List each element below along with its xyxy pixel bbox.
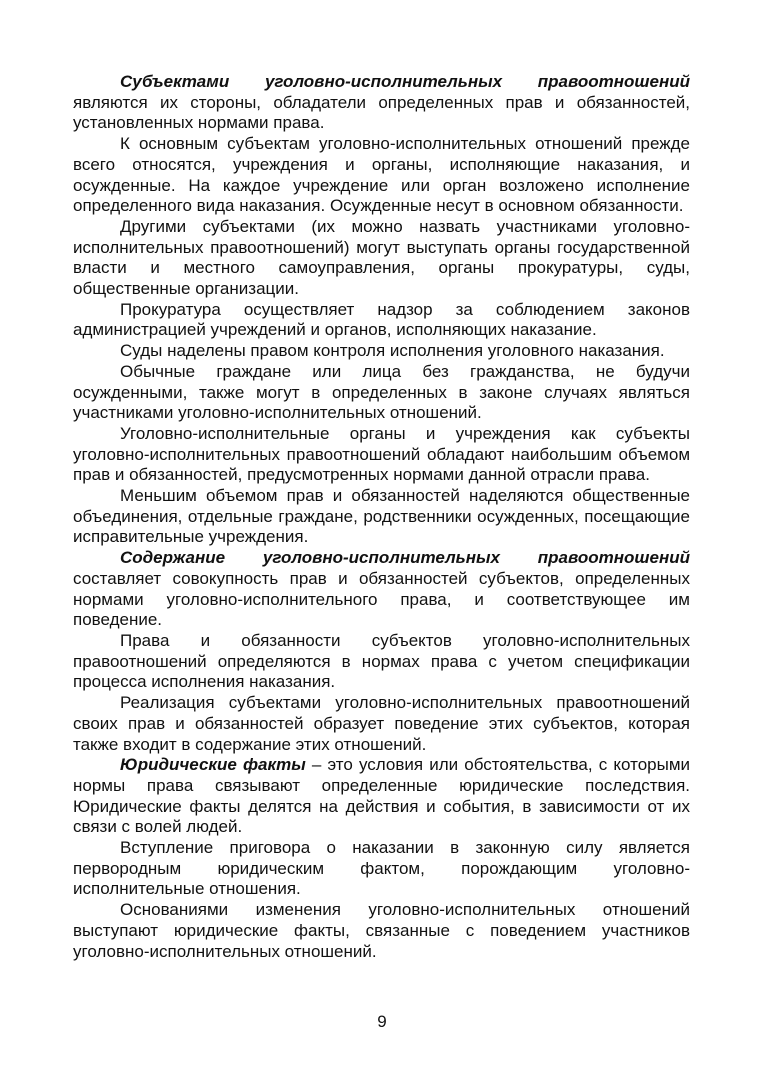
term-subjects: Субъектами уголовно-исполнительных правоотношений — [120, 72, 690, 91]
paragraph-legal-facts-definition — [73, 755, 690, 838]
paragraph-realization: Реализация субъектами уголовно-исполнительных правоотношений своих прав и обязанностей образует поведение этих субъектов, которая также входит в содержание этих отношений. — [73, 693, 690, 754]
paragraph-courts: Суды наделены правом контроля исполнения уголовного наказания. — [120, 341, 665, 361]
page-body — [73, 72, 690, 962]
paragraph-main-subjects: К основным субъектам уголовно-исполнительных отношений прежде всего относятся, учреждения и органы, исполняющие наказания, и осужденные. На каждое учреждение или орган возложено исполнение определенного вида наказания. Осужденные несут в основном обязанности. — [73, 134, 690, 216]
term-content: Содержание уголовно-исполнительных правоотношений — [120, 548, 690, 568]
paragraph-lesser-rights: Меньшим объемом прав и обязанностей наделяются общественные объединения, отдельные граждане, родственники осужденных, посещающие исправительные учреждения. — [73, 486, 690, 547]
term-legal-facts: Юридические факты — [120, 755, 306, 775]
paragraph-text: являются их стороны, обладатели определенных прав и обязанностей, установленных нормами права. — [73, 92, 690, 133]
paragraph-citizens: Обычные граждане или лица без гражданства, не будучи осужденными, также могут в определенных в законе случаях являться участниками уголовно-исполнительных отношений. — [73, 361, 690, 423]
paragraph-bodies-rights: Уголовно-исполнительные органы и учреждения как субъекты уголовно-исполнительных правоотношений обладают наибольшим объемом прав и обязанностей, предусмотренных нормами данной отрасли права. — [73, 423, 690, 485]
paragraph-text: – это условия или обстоятельства, с которыми нормы права связывают определенные юридические последствия. Юридические факты делятся на действия и события, в зависимости от их связи с волей людей. — [73, 755, 690, 837]
paragraph-subjects-definition — [73, 72, 690, 134]
page-number: 9 — [377, 1012, 387, 1031]
paragraph-text: составляет совокупность прав и обязанностей субъектов, определенных нормами уголовно-исполнительного права, и соответствующее им поведение. — [73, 568, 690, 630]
paragraph-other-subjects: Другими субъектами (их можно назвать участниками уголовно-исполнительных правоотношений) могут выступать органы государственной власти и местного самоуправления, органы прокуратуры, суды, общественные организации. — [73, 216, 690, 299]
paragraph-change-grounds: Основаниями изменения уголовно-исполнительных отношений выступают юридические факты, связанные с поведением участников уголовно-исполнительных отношений. — [73, 900, 690, 961]
paragraph-sentence-entry: Вступление приговора о наказании в законную силу является первородным юридическим фактом, порождающим уголовно-исполнительные отношения. — [73, 838, 690, 899]
paragraph-content-definition — [73, 548, 690, 631]
paragraph-prosecution: Прокуратура осуществляет надзор за соблюдением законов администрацией учреждений и органов, исполняющих наказание. — [73, 299, 690, 340]
paragraph-rights-duties: Права и обязанности субъектов уголовно-исполнительных правоотношений определяются в нормах права с учетом спецификации процесса исполнения наказания. — [73, 630, 690, 692]
